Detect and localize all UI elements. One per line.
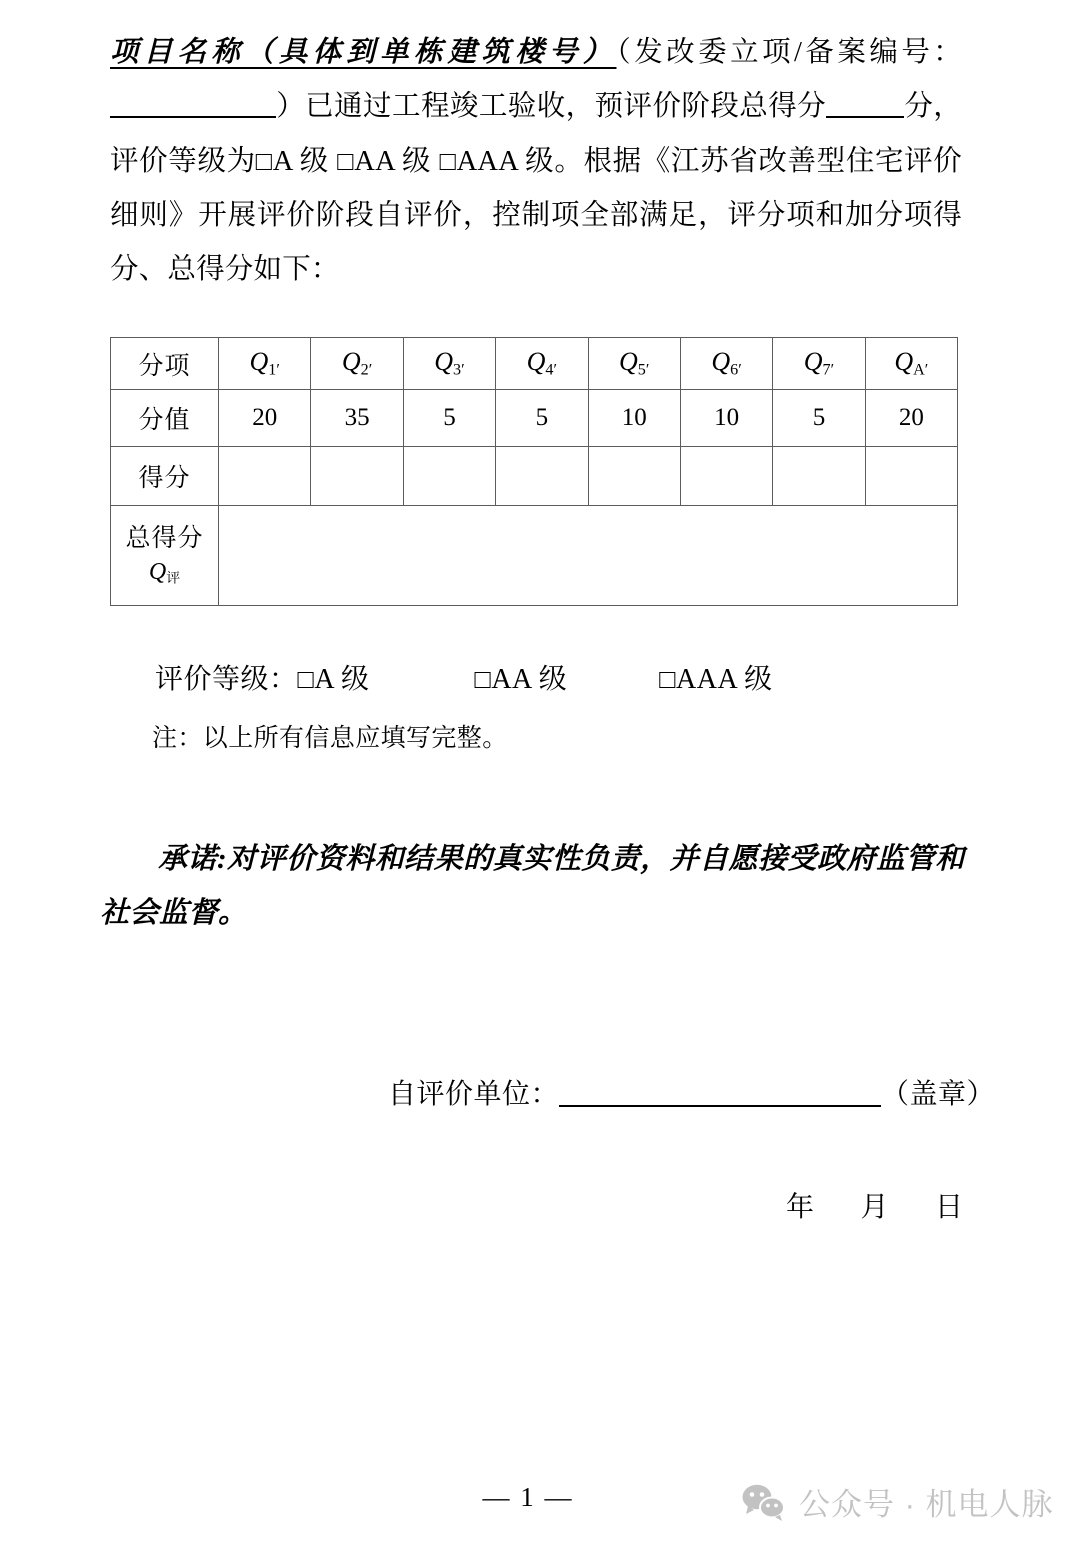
intro-grade-aaa-label: AAA 级 (456, 146, 555, 177)
watermark (742, 1479, 1054, 1524)
wechat-icon (742, 1483, 786, 1521)
total-score-cell[interactable] (219, 506, 958, 606)
row-label-value: 分值 (111, 390, 219, 447)
row-label-subitem: 分项 (111, 338, 219, 390)
grade-selection-line (155, 657, 773, 697)
q-symbol: $Q_{6'}$ (711, 347, 742, 379)
score-cell[interactable] (311, 447, 403, 506)
table-row-value (111, 390, 958, 447)
signature-blank[interactable] (559, 1105, 881, 1107)
score-cell[interactable] (496, 447, 588, 506)
table-header-cell (865, 338, 957, 390)
row-label-score: 得分 (111, 447, 219, 506)
date-day-label[interactable]: 日 (935, 1192, 964, 1223)
checkbox-a-icon[interactable]: □ (255, 146, 273, 176)
table-header-cell (311, 338, 403, 390)
table-header-cell (496, 338, 588, 390)
value-cell: 5 (773, 390, 865, 447)
value-cell: 10 (680, 390, 772, 447)
table-row-total (111, 506, 958, 606)
commitment-title: 承诺: (158, 843, 228, 875)
score-cell[interactable] (773, 447, 865, 506)
grade-line-label: 评价等级： (155, 664, 298, 695)
checkbox-aaa-icon[interactable]: □ (439, 146, 457, 176)
score-cell[interactable] (865, 447, 957, 506)
q-symbol: $Q_{4'}$ (526, 347, 557, 379)
stamp-hint: （盖章） (881, 1079, 996, 1110)
q-symbol: $Q_{3'}$ (434, 347, 465, 379)
table-header-cell (773, 338, 865, 390)
intro-paragraph (110, 26, 962, 297)
q-symbol: $Q_{5'}$ (619, 347, 650, 379)
intro-grade-aa-label: AA 级 (354, 146, 432, 177)
intro-segment-4: 。根据《江苏省改善型住宅评价细则》开展评价阶段自评价，控制项全部满足，评分项和加分项得分、总得分如下： (110, 146, 962, 285)
q-symbol: $Q_{2'}$ (341, 347, 373, 379)
date-line (786, 1185, 964, 1225)
total-label-line2: $Q_评$ (148, 558, 181, 587)
q-symbol: $Q_{A'}$ (894, 347, 929, 379)
value-cell: 35 (311, 390, 403, 447)
value-cell: 5 (496, 390, 588, 447)
q-symbol: $Q_{7'}$ (803, 347, 835, 379)
table-row-subitem (111, 338, 958, 390)
intro-segment-3: 分，评价等级为 (110, 91, 962, 177)
signature-label: 自评价单位： (388, 1079, 560, 1110)
date-year-label[interactable]: 年 (786, 1192, 815, 1223)
table-header-cell (403, 338, 495, 390)
row-label-total (111, 506, 219, 606)
table-header-cell (219, 338, 311, 390)
value-cell: 10 (588, 390, 680, 447)
record-number-blank[interactable] (110, 116, 276, 118)
value-cell: 5 (403, 390, 495, 447)
checkbox-aa-icon[interactable]: □ (336, 146, 355, 176)
table-header-cell (680, 338, 772, 390)
score-table (110, 337, 958, 606)
intro-segment-1: （发改委立项/备案编号： (616, 37, 962, 68)
note-text: 注：以上所有信息应填写完整。 (152, 725, 508, 752)
commitment-text: 对评价资料和结果的真实性负责，并自愿接受政府监管和社会监督。 (100, 843, 965, 929)
table-header-cell (588, 338, 680, 390)
q-symbol: $Q_{1'}$ (249, 347, 280, 379)
signature-line (388, 1072, 995, 1112)
score-cell[interactable] (680, 447, 772, 506)
grade-checkbox-a-icon[interactable]: □ (297, 664, 315, 694)
value-cell: 20 (219, 390, 311, 447)
date-month-label[interactable]: 月 (860, 1192, 890, 1223)
total-score-blank[interactable] (826, 116, 904, 118)
project-name-field: 项目名称（具体到单栋建筑楼号） (110, 37, 617, 68)
grade-option-aaa: AAA 级 (676, 664, 773, 695)
grade-option-a: A 级 (314, 664, 370, 695)
score-cell[interactable] (219, 447, 311, 506)
intro-segment-2: ）已通过工程竣工验收，预评价阶段总得分 (276, 91, 827, 122)
score-cell[interactable] (588, 447, 680, 506)
score-cell[interactable] (403, 447, 495, 506)
grade-checkbox-aaa-icon[interactable]: □ (659, 664, 677, 694)
total-label-line1: 总得分 (125, 524, 204, 552)
watermark-text: 公众号 · 机电人脉 (799, 1487, 1054, 1522)
grade-option-aa: AA 级 (491, 664, 568, 695)
page-number: — 1 — (482, 1482, 574, 1512)
commitment-paragraph (100, 832, 970, 940)
table-row-score (111, 447, 958, 506)
intro-grade-a-label: A 级 (272, 146, 329, 177)
value-cell: 20 (865, 390, 957, 447)
grade-checkbox-aa-icon[interactable]: □ (474, 664, 492, 694)
